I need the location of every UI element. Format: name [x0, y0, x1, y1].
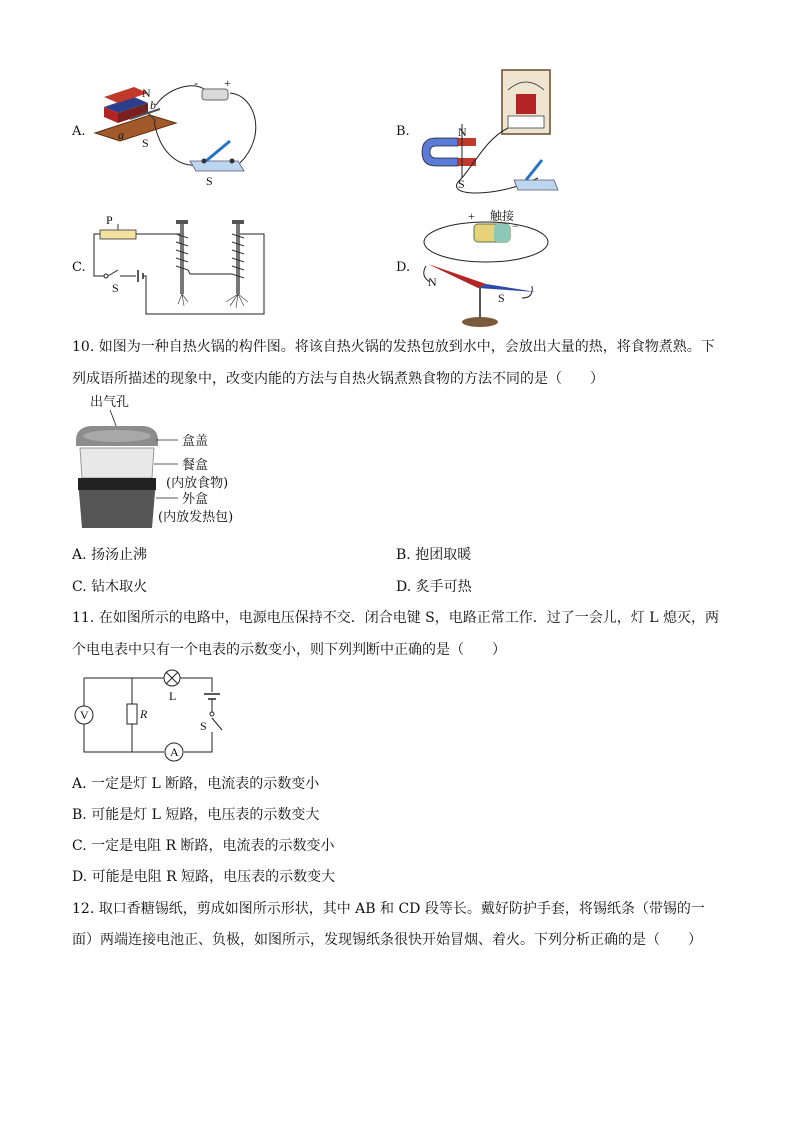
- q11-choice-c[interactable]: C. 一定是电阻 R 断路，电流表的示数变小: [72, 838, 335, 854]
- fig-a-s: S: [142, 136, 149, 150]
- fig-b-n: N: [458, 125, 467, 139]
- q10-choice-a[interactable]: A. 扬汤止沸: [72, 547, 148, 563]
- fig-d-s: S: [498, 291, 505, 305]
- figure-a-circuit: [90, 75, 270, 188]
- switch-s-label: S: [200, 719, 207, 733]
- fig-a-minus: -: [194, 76, 198, 90]
- meter-v-label: V: [80, 708, 89, 722]
- fig-a-switch: S: [206, 174, 213, 188]
- q11-choice-a[interactable]: A. 一定是灯 L 断路，电流表的示数变小: [72, 776, 320, 792]
- q11-stem-line1: 11. 在如图所示的电路中，电源电压保持不交．闭合电键 S，电路正常工作．过了一会儿，灯 L 熄灭，两: [72, 610, 719, 626]
- q12-stem-line2: 面）两端连接电池正、负极，如图所示，发现锡纸条很快开始冒烟、着火。下列分析正确的是（ ）: [72, 932, 702, 948]
- q12-stem-line1: 12. 取口香糖锡纸，剪成如图所示形状，其中 AB 和 CD 段等长。戴好防护手套，将锡纸条（带锡的一: [72, 901, 705, 917]
- q10-choice-c[interactable]: C. 钻木取火: [72, 579, 148, 595]
- q10-choice-d[interactable]: D. 炙手可热: [396, 579, 472, 595]
- fig-d-minus: −: [512, 219, 519, 233]
- label-meal-note: (内放食物): [166, 476, 229, 491]
- q11-choice-d[interactable]: D. 可能是电阻 R 短路，电压表的示数变大: [72, 869, 336, 885]
- fig-b-s: S: [458, 177, 465, 191]
- q10-choice-b[interactable]: B. 抱团取暖: [396, 547, 472, 563]
- fig-d-plus: +: [468, 209, 475, 223]
- fig-a-a: a: [118, 128, 124, 142]
- option-b-label: B.: [396, 124, 410, 139]
- fig-d-touch: 触接: [490, 209, 515, 223]
- option-c-label: C.: [72, 260, 86, 275]
- fig-c-s: S: [112, 281, 119, 295]
- q10-stem-line2: 列成语所描述的现象中，改变内能的方法与自热火锅煮熟食物的方法不同的是（ ）: [72, 371, 604, 387]
- q11-choice-b[interactable]: B. 可能是灯 L 短路，电压表的示数变大: [72, 807, 320, 823]
- label-lid: 盒盖: [182, 434, 209, 449]
- fig-a-b: b: [150, 98, 156, 112]
- meter-a-label: A: [170, 745, 179, 759]
- label-outer-note: (内放发热包): [158, 510, 234, 525]
- option-a-label: A.: [72, 124, 86, 139]
- label-meal-box: 餐盒: [182, 458, 209, 473]
- fig-d-n: N: [428, 275, 437, 289]
- q11-circuit-diagram: [72, 668, 232, 760]
- fig-a-n: N: [142, 86, 151, 100]
- option-d-label: D.: [396, 260, 411, 275]
- figure-d-compass: [418, 206, 558, 330]
- resistor-r-label: R: [140, 707, 148, 721]
- fig-c-p: P: [106, 213, 113, 227]
- label-outer-box: 外盒: [182, 492, 209, 507]
- q11-stem-line2: 个电电表中只有一个电表的示数变小，则下列判断中正确的是（ ）: [72, 642, 506, 658]
- q10-stem-line1: 10. 如图为一种自热火锅的构件图。将该自热火锅的发热包放到水中，会放出大量的热，将食物煮熟。下: [72, 339, 715, 355]
- fig-a-plus: +: [224, 76, 231, 90]
- label-vent: 出气孔: [90, 395, 130, 410]
- figure-b-circuit: [418, 68, 568, 198]
- lamp-l-label: L: [169, 689, 177, 703]
- figure-c-circuit: [90, 214, 270, 324]
